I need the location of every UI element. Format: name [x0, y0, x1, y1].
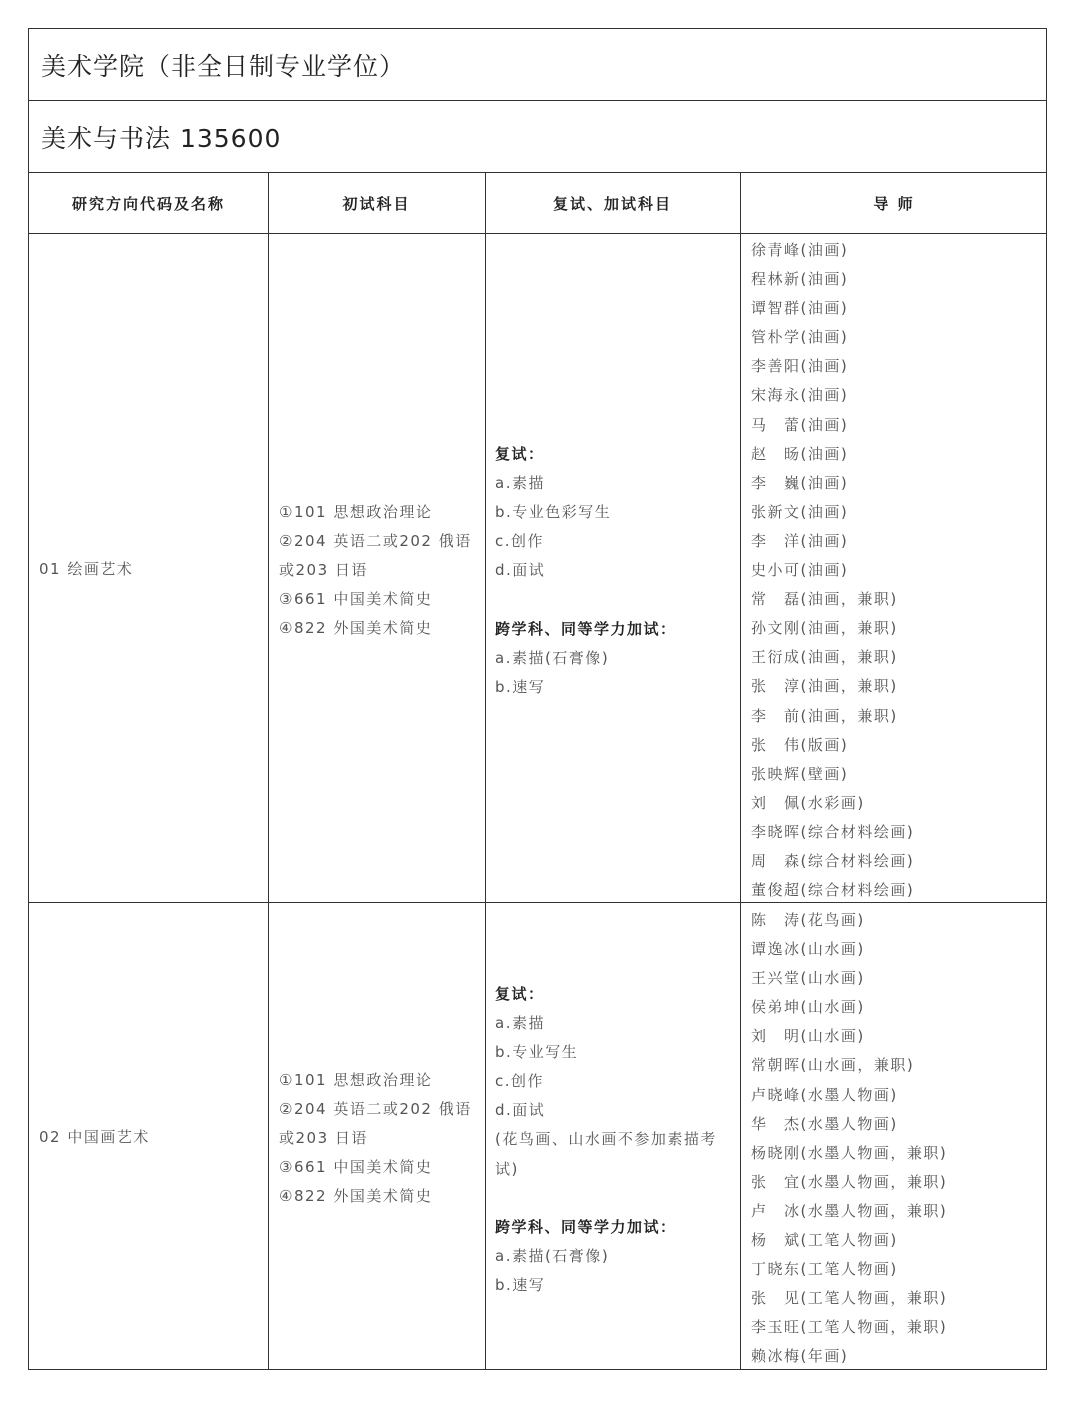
- retest-cell: [495, 980, 717, 1300]
- direction-name: 02 中国画艺术: [39, 1128, 150, 1146]
- program-title: 美术与书法 135600: [29, 101, 1046, 173]
- extra-exam-item: b.速写: [495, 677, 546, 696]
- tutor-name: 史小可(油画): [751, 561, 849, 580]
- tutor-name: 谭智群(油画): [751, 299, 849, 318]
- tutor-name: 李 洋(油画): [751, 531, 849, 550]
- tutor-name: 杨晓刚(水墨人物画，兼职): [751, 1143, 948, 1162]
- tutor-cell: [751, 236, 914, 905]
- header-tutor: 导 师: [873, 194, 915, 213]
- retest-item: a.素描: [495, 1014, 545, 1033]
- tutor-name: 李 巍(油画): [751, 473, 849, 492]
- header-retest: 复试、加试科目: [552, 194, 672, 213]
- tutor-name: 谭逸冰(山水画): [751, 940, 865, 959]
- tutor-name: 卢 冰(水墨人物画，兼职): [751, 1201, 948, 1220]
- header-direction: 研究方向代码及名称: [71, 194, 225, 213]
- column-divider: [740, 173, 741, 1369]
- tutor-name: 张 见(工笔人物画，兼职): [751, 1289, 948, 1308]
- retest-item: a.素描: [495, 474, 545, 493]
- tutor-name: 卢晓峰(水墨人物画): [751, 1085, 898, 1104]
- tutor-cell: [751, 906, 947, 1372]
- tutor-name: 王兴堂(山水画): [751, 969, 865, 988]
- direction-cell: [39, 903, 150, 1370]
- retest-item: d.面试: [495, 1101, 546, 1120]
- tutor-name: 常朝晖(山水画，兼职): [751, 1056, 915, 1075]
- exam-subject: ③661 中国美术简史: [279, 590, 433, 609]
- extra-exam-label: 跨学科、同等学力加试：: [495, 619, 677, 638]
- exam-cell: [279, 498, 472, 643]
- tutor-name: 李晓晖(综合材料绘画): [751, 822, 915, 841]
- tutor-name: 常 磊(油画，兼职): [751, 590, 898, 609]
- row-divider: [29, 233, 1046, 234]
- tutor-name: 刘 佩(水彩画): [751, 793, 865, 812]
- header-exam: 初试科目: [342, 194, 411, 213]
- tutor-name: 赵 旸(油画): [751, 444, 849, 463]
- tutor-name: 张新文(油画): [751, 502, 849, 521]
- tutor-name: 管朴学(油画): [751, 328, 849, 347]
- college-title: 美术学院（非全日制专业学位）: [29, 29, 1046, 101]
- tutor-name: 张映辉(壁画): [751, 764, 849, 783]
- column-divider: [485, 173, 486, 1369]
- extra-exam-item: a.素描(石膏像): [495, 648, 610, 667]
- tutor-name: 王衍成(油画，兼职): [751, 648, 898, 667]
- tutor-name: 程林新(油画): [751, 270, 849, 289]
- exam-subject: ④822 外国美术简史: [279, 619, 433, 638]
- exam-subject: 或203 日语: [279, 1129, 368, 1148]
- retest-item: b.专业写生: [495, 1043, 579, 1062]
- exam-cell: [279, 1066, 472, 1211]
- tutor-name: 周 森(综合材料绘画): [751, 851, 915, 870]
- program-table: [28, 28, 1047, 1370]
- tutor-name: 张 宜(水墨人物画，兼职): [751, 1172, 948, 1191]
- tutor-name: 陈 涛(花鸟画): [751, 911, 865, 929]
- tutor-name: 刘 明(山水画): [751, 1027, 865, 1046]
- exam-subject: ②204 英语二或202 俄语: [279, 1100, 472, 1119]
- tutor-name: 李善阳(油画): [751, 357, 849, 376]
- retest-item: c.创作: [495, 1072, 545, 1091]
- tutor-name: 丁晓东(工笔人物画): [751, 1260, 898, 1279]
- tutor-name: 董俊超(综合材料绘画): [751, 881, 915, 900]
- direction-cell: [39, 234, 133, 902]
- exam-subject: ①101 思想政治理论: [279, 1071, 433, 1089]
- extra-exam-item: a.素描(石膏像): [495, 1246, 610, 1265]
- tutor-name: 杨 斌(工笔人物画): [751, 1231, 898, 1250]
- tutor-name: 马 蕾(油画): [751, 415, 849, 434]
- tutor-name: 侯弟坤(山水画): [751, 998, 865, 1017]
- direction-name: 01 绘画艺术: [39, 559, 134, 578]
- retest-label: 复试：: [495, 445, 545, 463]
- retest-note: (花鸟画、山水画不参加素描考: [495, 1130, 717, 1149]
- tutor-name: 徐青峰(油画): [751, 241, 849, 259]
- extra-exam-label: 跨学科、同等学力加试：: [495, 1217, 677, 1236]
- retest-label: 复试：: [495, 985, 545, 1003]
- exam-subject: ④822 外国美术简史: [279, 1187, 433, 1206]
- exam-subject: ①101 思想政治理论: [279, 503, 433, 521]
- tutor-name: 李 前(油画，兼职): [751, 706, 898, 725]
- exam-subject: ②204 英语二或202 俄语: [279, 532, 472, 551]
- tutor-name: 宋海永(油画): [751, 386, 849, 405]
- retest-item: b.专业色彩写生: [495, 503, 612, 522]
- tutor-name: 华 杰(水墨人物画): [751, 1114, 898, 1133]
- exam-subject: ③661 中国美术简史: [279, 1158, 433, 1177]
- tutor-name: 张 淳(油画，兼职): [751, 677, 898, 696]
- retest-item: d.面试: [495, 561, 546, 580]
- exam-subject: 或203 日语: [279, 561, 368, 580]
- tutor-name: 赖冰梅(年画): [751, 1347, 849, 1366]
- tutor-name: 孙文刚(油画，兼职): [751, 619, 898, 638]
- tutor-name: 李玉旺(工笔人物画，兼职): [751, 1318, 948, 1337]
- retest-cell: [495, 440, 677, 702]
- tutor-name: 张 伟(版画): [751, 735, 849, 754]
- retest-item: c.创作: [495, 532, 545, 551]
- extra-exam-item: b.速写: [495, 1275, 546, 1294]
- column-divider: [268, 173, 269, 1369]
- retest-note: 试): [495, 1159, 519, 1178]
